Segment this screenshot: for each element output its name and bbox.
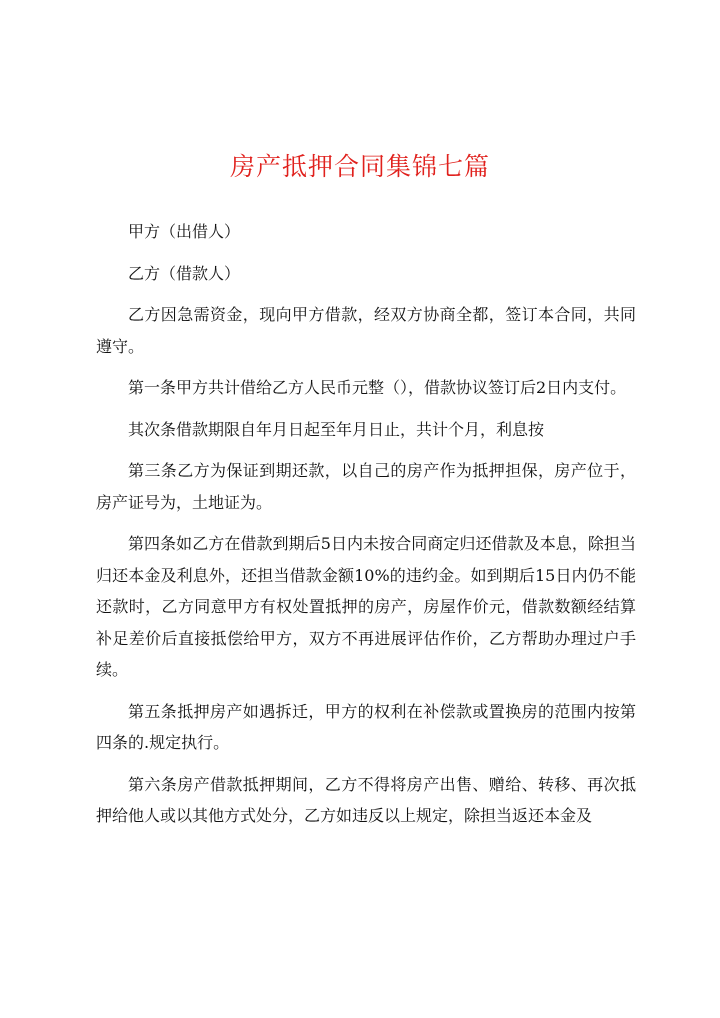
document-body xyxy=(96,216,636,842)
paragraph-article-2: 其次条借款期限自年月日起至年月日止，共计个月，利息按 xyxy=(128,419,545,439)
paragraph-article-5: 第五条抵押房产如遇拆迁，甲方的权利在补偿款或置换房的范围内按第四条的.规定执行。 xyxy=(96,701,636,752)
paragraph-lender: 甲方（出借人） xyxy=(128,222,241,241)
paragraph-article-6: 第六条房产借款抵押期间，乙方不得将房产出售、赠给、转移、再次抵押给他人或以其他方式处分，乙方如违反以上规定，除担当返还本金及 xyxy=(96,774,636,825)
paragraph-intro: 乙方因急需资金，现向甲方借款，经双方协商全都，签订本合同，共同遵守。 xyxy=(96,305,636,356)
paragraph-article-1: 第一条甲方共计借给乙方人民币元整（），借款协议签订后2日内支付。 xyxy=(128,378,627,397)
paragraph-article-3: 第三条乙方为保证到期还款，以自己的房产作为抵押担保，房产位于，房产证号为，土地证为。 xyxy=(96,461,636,512)
paragraph-borrower: 乙方（借款人） xyxy=(128,263,241,283)
document-title: 房产抵押合同集锦七篇 xyxy=(229,152,490,181)
paragraph-article-4: 第四条如乙方在借款到期后5日内未按合同商定归还借款及本息，除担当归还本金及利息外，还担当借款金额10%的违约金。如到期后15日内仍不能还款时，乙方同意甲方有权处置抵押的房产，房屋作价元，借款数额经结算补足差价后直接抵偿给甲方，双方不再进展评估作价，乙方帮助办理过户手续。 xyxy=(96,534,636,679)
